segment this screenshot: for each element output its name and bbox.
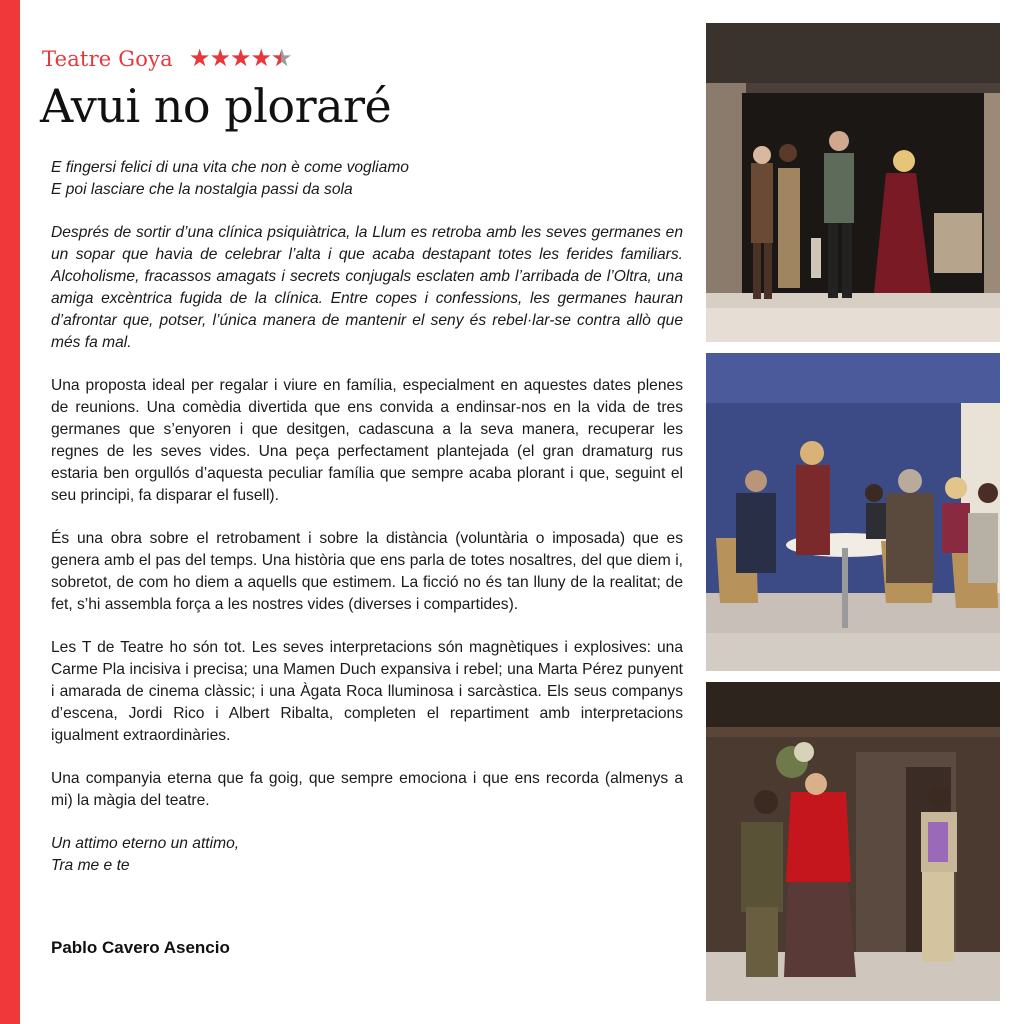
intro-quote bbox=[51, 157, 683, 201]
review-paragraph: És una obra sobre el retrobament i sobre la distància (voluntària o imposada) que es genera amb el pas del temps. Una història que ens parla de totes nosaltres, del que diem i, sobretot, de com ho diem a aquells que estimem. La ficció no és tan lluny de la realitat; de fet, s’hi assembla força a les nostres vides (diverses i compartides). bbox=[51, 530, 683, 613]
review-paragraph: Una companyia eterna que fa goig, que sempre emociona i que ens recorda (almenys a mi) la màgia del teatre. bbox=[51, 770, 683, 809]
review-paragraph: Les T de Teatre ho són tot. Les seves interpretacions són magnètiques i explosives: una Carme Pla incisiva i precisa; una Mamen Duch expansiva i rebel; una Marta Pérez punyent i amarada de cinema clàssic; i una Àgata Roca lluminosa i sarcàstica. Els seus companys d’escena, Jordi Rico i Albert Ribalta, completen el repartiment amb interpretacions igualment extraordinàries. bbox=[51, 639, 683, 744]
star-icon: ★ bbox=[188, 45, 210, 72]
venue-name: Teatre Goya bbox=[42, 47, 173, 71]
stage-photo-three-women bbox=[706, 682, 1000, 1001]
outro-quote bbox=[51, 833, 683, 877]
intro-quote-line: E fingersi felici di una vita che non è come vogliamo bbox=[51, 159, 409, 176]
play-title: Avui no ploraré bbox=[40, 79, 392, 133]
star-icon: ★ bbox=[229, 45, 251, 72]
venue-rating-row bbox=[42, 44, 292, 74]
review-paragraph: Una proposta ideal per regalar i viure en família, especialment en aquestes dates plenes de reunions. Una comèdia divertida que ens convida a endinsar-nos en la vida de tres germanes que s’enyoren i que desitgen, cadascuna a la seva manera, recuperar les regnes de les seves vides. Una peça perfectament plantejada (el gran dramaturg rus estaria ben orgullós d’aquesta peculiar família que sempre acaba plorant i que, seguint el seu principi, fa disparar el fusell). bbox=[51, 377, 683, 504]
intro-quote-line: E poi lasciare che la nostalgia passi da sola bbox=[51, 181, 353, 198]
half-star-icon: ★ ★ bbox=[271, 47, 292, 71]
outro-quote-line: Tra me e te bbox=[51, 857, 130, 874]
accent-bar bbox=[0, 0, 20, 1024]
review-body bbox=[51, 157, 683, 898]
outro-quote-line: Un attimo eterno un attimo, bbox=[51, 835, 240, 852]
star-icon: ★ bbox=[209, 45, 230, 72]
stage-photo-living-room bbox=[706, 23, 1000, 342]
stage-photo-dinner-table bbox=[706, 353, 1000, 671]
star-rating bbox=[189, 47, 292, 71]
star-icon: ★ bbox=[250, 45, 271, 72]
synopsis-paragraph: Després de sortir d’una clínica psiquiàtrica, la Llum es retroba amb les seves germanes en un sopar que havia de celebrar l’alta i que acaba destapant totes les ferides familiars. Alcoholisme, fracassos amagats i secrets conjugals esclaten amb l’arribada de l’Oltra, una amiga excèntrica fugida de la clínica. Entre copes i confessions, les germanes hauran d’afrontar que, potser, l’única manera de mantenir el seny és rebel·lar-se contra allò que més fa mal. bbox=[51, 224, 683, 351]
author-name: Pablo Cavero Asencio bbox=[51, 938, 230, 957]
